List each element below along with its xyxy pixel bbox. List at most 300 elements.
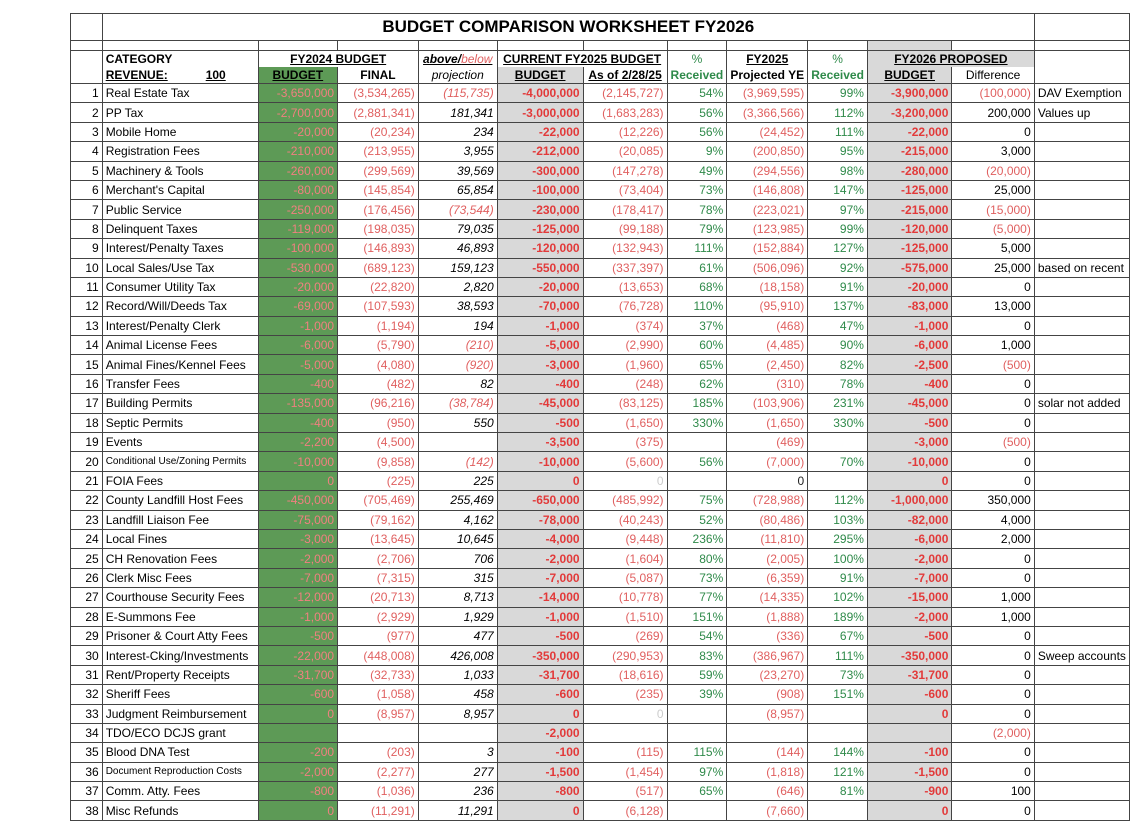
received-ye-pct-cell xyxy=(808,704,868,723)
proposed-budget-cell: -280,000 xyxy=(867,161,951,180)
projection-cell: 4,162 xyxy=(418,510,497,529)
received-ye-pct-cell: 82% xyxy=(808,355,868,374)
projection-cell: 236 xyxy=(418,782,497,801)
category-cell: Local Sales/Use Tax xyxy=(102,258,258,277)
row-number: 18 xyxy=(71,413,103,432)
received-ye-pct-cell: 70% xyxy=(808,452,868,471)
projection-cell: 315 xyxy=(418,568,497,587)
received-pct-cell: 68% xyxy=(667,277,727,296)
category-cell: E-Summons Fee xyxy=(102,607,258,626)
current-budget-cell: 0 xyxy=(497,801,583,820)
asof-cell: (485,992) xyxy=(583,491,667,510)
received-ye-pct-cell xyxy=(808,723,868,742)
asof-cell: (248) xyxy=(583,374,667,393)
note-cell xyxy=(1034,413,1129,432)
difference-cell: 0 xyxy=(952,277,1034,296)
note-cell xyxy=(1034,491,1129,510)
difference-cell: 2,000 xyxy=(952,529,1034,548)
final-subheader: FINAL xyxy=(338,67,419,84)
current-budget-cell: -20,000 xyxy=(497,277,583,296)
current-budget-cell: -22,000 xyxy=(497,122,583,141)
projected-ye-cell: (23,270) xyxy=(727,665,808,684)
received-ye-pct-cell xyxy=(808,433,868,452)
received-pct-cell: 56% xyxy=(667,103,727,122)
projected-ye-cell: (8,957) xyxy=(727,704,808,723)
asof-cell: (147,278) xyxy=(583,161,667,180)
asof-cell: (2,145,727) xyxy=(583,84,667,103)
category-cell: Clerk Misc Fees xyxy=(102,568,258,587)
asof-cell: (290,953) xyxy=(583,646,667,665)
note-cell: based on recent xyxy=(1034,258,1129,277)
fy2024-final-cell: (146,893) xyxy=(338,239,419,258)
fy2024-budget-cell: -22,000 xyxy=(258,646,338,665)
received-pct-cell: 111% xyxy=(667,239,727,258)
fy2024-budget-cell: 0 xyxy=(258,801,338,820)
fy2024-final-cell: (176,456) xyxy=(338,200,419,219)
proposed-budget-cell: -3,000 xyxy=(867,433,951,452)
difference-cell: 0 xyxy=(952,568,1034,587)
projection-cell: 1,929 xyxy=(418,607,497,626)
difference-cell: 3,000 xyxy=(952,142,1034,161)
received-pct-cell: 39% xyxy=(667,685,727,704)
current-budget-cell: -100,000 xyxy=(497,180,583,199)
category-cell: Registration Fees xyxy=(102,142,258,161)
received-ye-pct-cell: 127% xyxy=(808,239,868,258)
table-row xyxy=(71,646,1130,665)
projection-cell: 3 xyxy=(418,743,497,762)
proposed-budget-cell: 0 xyxy=(867,471,951,490)
received-pct-cell: 77% xyxy=(667,588,727,607)
note-cell xyxy=(1034,219,1129,238)
projection-cell: 255,469 xyxy=(418,491,497,510)
category-cell: FOIA Fees xyxy=(102,471,258,490)
current-budget-cell: -1,500 xyxy=(497,762,583,781)
fy2024-final-cell: (8,957) xyxy=(338,704,419,723)
projected-ye-cell: (7,660) xyxy=(727,801,808,820)
note-cell xyxy=(1034,704,1129,723)
fy2024-budget-cell: -3,000 xyxy=(258,529,338,548)
fy2024-budget-cell: -530,000 xyxy=(258,258,338,277)
received-pct-cell: 59% xyxy=(667,665,727,684)
received-pct-cell: 52% xyxy=(667,510,727,529)
difference-cell: (100,000) xyxy=(952,84,1034,103)
proposed-budget-cell: -83,000 xyxy=(867,297,951,316)
current-budget-subheader: BUDGET xyxy=(497,67,583,84)
difference-cell: 0 xyxy=(952,626,1034,645)
category-cell: PP Tax xyxy=(102,103,258,122)
proposed-budget-cell: -215,000 xyxy=(867,142,951,161)
proposed-budget-cell: -15,000 xyxy=(867,588,951,607)
fy2024-budget-cell: -69,000 xyxy=(258,297,338,316)
note-cell xyxy=(1034,568,1129,587)
note-cell xyxy=(1034,762,1129,781)
current-budget-cell: -500 xyxy=(497,626,583,645)
current-budget-cell: -300,000 xyxy=(497,161,583,180)
proposed-budget-cell: -125,000 xyxy=(867,239,951,258)
projection-cell: 2,820 xyxy=(418,277,497,296)
difference-cell: 13,000 xyxy=(952,297,1034,316)
table-row xyxy=(71,161,1130,180)
difference-cell: 0 xyxy=(952,374,1034,393)
note-cell: Values up xyxy=(1034,103,1129,122)
projection-cell: 38,593 xyxy=(418,297,497,316)
received-ye-pct-cell: 112% xyxy=(808,491,868,510)
note-cell xyxy=(1034,782,1129,801)
difference-cell: 0 xyxy=(952,685,1034,704)
received-pct-cell: 236% xyxy=(667,529,727,548)
category-cell: Document Reproduction Costs xyxy=(102,762,258,781)
row-number: 13 xyxy=(71,316,103,335)
projection-cell: (210) xyxy=(418,336,497,355)
category-cell: Building Permits xyxy=(102,394,258,413)
category-cell: County Landfill Host Fees xyxy=(102,491,258,510)
row-number: 22 xyxy=(71,491,103,510)
received-ye-pct-cell: 151% xyxy=(808,685,868,704)
row-number: 20 xyxy=(71,452,103,471)
current-budget-cell: -230,000 xyxy=(497,200,583,219)
projection-cell: 225 xyxy=(418,471,497,490)
row-number: 28 xyxy=(71,607,103,626)
projected-ye-cell: (646) xyxy=(727,782,808,801)
category-cell: Prisoner & Court Atty Fees xyxy=(102,626,258,645)
fy2024-budget-cell: 0 xyxy=(258,704,338,723)
current-budget-cell: -500 xyxy=(497,413,583,432)
table-row xyxy=(71,433,1130,452)
current-budget-cell: -4,000 xyxy=(497,529,583,548)
proposed-budget-cell: -10,000 xyxy=(867,452,951,471)
received-pct-cell xyxy=(667,471,727,490)
projected-ye-cell: (468) xyxy=(727,316,808,335)
note-cell xyxy=(1034,685,1129,704)
projected-ye-cell: (1,818) xyxy=(727,762,808,781)
fy2024-budget-cell xyxy=(258,723,338,742)
table-row xyxy=(71,626,1130,645)
received-pct-cell: 75% xyxy=(667,491,727,510)
proposed-budget-cell: 0 xyxy=(867,801,951,820)
projection-cell: (115,735) xyxy=(418,84,497,103)
projection-cell: 39,569 xyxy=(418,161,497,180)
asof-cell: (269) xyxy=(583,626,667,645)
received-ye-pct-cell: 99% xyxy=(808,219,868,238)
proposed-budget-cell: -2,500 xyxy=(867,355,951,374)
current-budget-cell: -3,000,000 xyxy=(497,103,583,122)
table-row xyxy=(71,491,1130,510)
received-ye-pct-cell: 92% xyxy=(808,258,868,277)
received-pct-cell xyxy=(667,433,727,452)
proposed-budget-cell: -2,000 xyxy=(867,607,951,626)
fy2024-final-cell: (9,858) xyxy=(338,452,419,471)
category-cell: Real Estate Tax xyxy=(102,84,258,103)
received-ye-pct-cell: 97% xyxy=(808,200,868,219)
received-ye-pct-cell: 95% xyxy=(808,142,868,161)
budget-worksheet-table xyxy=(70,13,1130,821)
received-ye-pct-cell: 90% xyxy=(808,336,868,355)
row-number: 12 xyxy=(71,297,103,316)
fy2026-proposed-header: FY2026 PROPOSED xyxy=(867,51,1034,68)
table-row xyxy=(71,510,1130,529)
table-row xyxy=(71,723,1130,742)
difference-cell: 0 xyxy=(952,452,1034,471)
category-cell: Judgment Reimbursement xyxy=(102,704,258,723)
fy2024-budget-cell: -400 xyxy=(258,413,338,432)
asof-cell xyxy=(583,723,667,742)
current-budget-cell: -1,000 xyxy=(497,316,583,335)
projected-ye-cell: (386,967) xyxy=(727,646,808,665)
received-pct-cell: 62% xyxy=(667,374,727,393)
row-number: 6 xyxy=(71,180,103,199)
note-cell xyxy=(1034,239,1129,258)
proposed-budget-cell: -3,200,000 xyxy=(867,103,951,122)
received-pct-cell: 83% xyxy=(667,646,727,665)
category-cell: Misc Refunds xyxy=(102,801,258,820)
projected-ye-cell: (2,005) xyxy=(727,549,808,568)
proposed-budget-cell: -6,000 xyxy=(867,336,951,355)
projection-cell: 458 xyxy=(418,685,497,704)
current-budget-cell: 0 xyxy=(497,704,583,723)
note-cell xyxy=(1034,723,1129,742)
received-ye-pct-cell: 112% xyxy=(808,103,868,122)
proposed-budget-cell: -100 xyxy=(867,743,951,762)
fy2024-final-cell: (13,645) xyxy=(338,529,419,548)
category-cell: Transfer Fees xyxy=(102,374,258,393)
row-number: 11 xyxy=(71,277,103,296)
fy2024-budget-cell: -80,000 xyxy=(258,180,338,199)
proposed-budget-cell: -7,000 xyxy=(867,568,951,587)
projected-ye-cell: (506,096) xyxy=(727,258,808,277)
received-subheader-1: Received xyxy=(667,67,727,84)
category-cell: Rent/Property Receipts xyxy=(102,665,258,684)
current-budget-cell: -400 xyxy=(497,374,583,393)
fy2024-budget-cell: -100,000 xyxy=(258,239,338,258)
received-ye-pct-cell: 91% xyxy=(808,277,868,296)
fy2024-final-cell: (705,469) xyxy=(338,491,419,510)
received-pct-cell: 65% xyxy=(667,355,727,374)
projected-ye-cell: (223,021) xyxy=(727,200,808,219)
asof-cell: (12,226) xyxy=(583,122,667,141)
row-number: 15 xyxy=(71,355,103,374)
note-cell xyxy=(1034,316,1129,335)
note-cell xyxy=(1034,277,1129,296)
projected-ye-cell: (908) xyxy=(727,685,808,704)
table-row xyxy=(71,336,1130,355)
note-cell xyxy=(1034,180,1129,199)
projected-ye-subheader: Projected YE xyxy=(727,67,808,84)
asof-cell: (99,188) xyxy=(583,219,667,238)
fy2024-final-cell: (2,929) xyxy=(338,607,419,626)
fy2024-final-cell: (32,733) xyxy=(338,665,419,684)
current-budget-cell: -1,000 xyxy=(497,607,583,626)
fy2024-budget-cell: -800 xyxy=(258,782,338,801)
asof-cell: 0 xyxy=(583,471,667,490)
fy2024-budget-cell: -600 xyxy=(258,685,338,704)
asof-cell: (5,087) xyxy=(583,568,667,587)
table-row xyxy=(71,413,1130,432)
difference-cell: 25,000 xyxy=(952,180,1034,199)
fy2024-final-cell: (2,277) xyxy=(338,762,419,781)
fy2024-budget-cell: -75,000 xyxy=(258,510,338,529)
row-number: 35 xyxy=(71,743,103,762)
category-cell: Consumer Utility Tax xyxy=(102,277,258,296)
category-cell: Conditional Use/Zoning Permits xyxy=(102,452,258,471)
projection-cell: 65,854 xyxy=(418,180,497,199)
table-row xyxy=(71,452,1130,471)
category-cell: TDO/ECO DCJS grant xyxy=(102,723,258,742)
fy2024-final-cell: (2,881,341) xyxy=(338,103,419,122)
received-ye-pct-cell: 73% xyxy=(808,665,868,684)
row-number: 38 xyxy=(71,801,103,820)
table-row xyxy=(71,239,1130,258)
projected-ye-cell: (3,969,595) xyxy=(727,84,808,103)
proposed-budget-cell: -3,900,000 xyxy=(867,84,951,103)
table-row xyxy=(71,258,1130,277)
proposed-budget-cell: -500 xyxy=(867,626,951,645)
asof-cell: (13,653) xyxy=(583,277,667,296)
asof-cell: (235) xyxy=(583,685,667,704)
received-ye-pct-cell: 81% xyxy=(808,782,868,801)
note-cell xyxy=(1034,510,1129,529)
received-pct-cell: 80% xyxy=(667,549,727,568)
row-number: 23 xyxy=(71,510,103,529)
received-pct-cell: 56% xyxy=(667,122,727,141)
projected-ye-cell: (2,450) xyxy=(727,355,808,374)
row-number: 31 xyxy=(71,665,103,684)
received-ye-pct-cell: 231% xyxy=(808,394,868,413)
projected-ye-cell: (14,335) xyxy=(727,588,808,607)
current-budget-cell: -100 xyxy=(497,743,583,762)
current-budget-cell: -125,000 xyxy=(497,219,583,238)
projection-cell: 477 xyxy=(418,626,497,645)
projection-cell: 234 xyxy=(418,122,497,141)
projected-ye-cell: (95,910) xyxy=(727,297,808,316)
projected-ye-cell: (123,985) xyxy=(727,219,808,238)
current-budget-cell: -78,000 xyxy=(497,510,583,529)
fy2024-budget-cell: -119,000 xyxy=(258,219,338,238)
projected-ye-cell: (728,988) xyxy=(727,491,808,510)
fy2024-final-cell: (11,291) xyxy=(338,801,419,820)
difference-cell: 25,000 xyxy=(952,258,1034,277)
current-budget-cell: -14,000 xyxy=(497,588,583,607)
fy2024-budget-cell: -2,700,000 xyxy=(258,103,338,122)
received-ye-pct-cell: 295% xyxy=(808,529,868,548)
difference-cell: 100 xyxy=(952,782,1034,801)
difference-cell: 0 xyxy=(952,704,1034,723)
row-number: 7 xyxy=(71,200,103,219)
note-cell: Sweep accounts xyxy=(1034,646,1129,665)
asof-cell: (6,128) xyxy=(583,801,667,820)
revenue-header: REVENUE: 100 xyxy=(102,67,258,84)
received-ye-pct-cell: 67% xyxy=(808,626,868,645)
projected-ye-cell: (80,486) xyxy=(727,510,808,529)
table-row xyxy=(71,394,1130,413)
difference-cell: 0 xyxy=(952,316,1034,335)
projected-ye-cell: 0 xyxy=(727,471,808,490)
fy2024-budget-cell: -250,000 xyxy=(258,200,338,219)
table-row xyxy=(71,801,1130,820)
note-cell: solar not added xyxy=(1034,394,1129,413)
current-budget-cell: -45,000 xyxy=(497,394,583,413)
received-pct-cell: 73% xyxy=(667,180,727,199)
fy2024-budget-header: FY2024 BUDGET xyxy=(258,51,418,68)
projection-cell: 550 xyxy=(418,413,497,432)
note-cell: DAV Exemption xyxy=(1034,84,1129,103)
received-pct-cell: 110% xyxy=(667,297,727,316)
category-cell: CH Renovation Fees xyxy=(102,549,258,568)
projection-cell: 8,713 xyxy=(418,588,497,607)
received-pct-cell: 56% xyxy=(667,452,727,471)
fy2024-final-cell: (1,036) xyxy=(338,782,419,801)
fy2024-budget-cell: 0 xyxy=(258,471,338,490)
asof-cell: (20,085) xyxy=(583,142,667,161)
table-row xyxy=(71,704,1130,723)
projection-cell: 8,957 xyxy=(418,704,497,723)
fy2024-final-cell: (203) xyxy=(338,743,419,762)
fy2024-budget-cell: -210,000 xyxy=(258,142,338,161)
table-row xyxy=(71,529,1130,548)
title-row xyxy=(71,14,1130,41)
current-budget-cell: -31,700 xyxy=(497,665,583,684)
fy2024-budget-cell: -20,000 xyxy=(258,122,338,141)
asof-cell: (2,990) xyxy=(583,336,667,355)
difference-cell: 0 xyxy=(952,122,1034,141)
note-cell xyxy=(1034,374,1129,393)
difference-cell: 1,000 xyxy=(952,588,1034,607)
row-number: 27 xyxy=(71,588,103,607)
difference-cell: (500) xyxy=(952,355,1034,374)
fy2024-final-cell: (79,162) xyxy=(338,510,419,529)
header-row-top xyxy=(71,51,1130,68)
table-row xyxy=(71,142,1130,161)
received-pct-cell xyxy=(667,801,727,820)
pct-header-1: % xyxy=(667,51,727,68)
received-pct-cell: 330% xyxy=(667,413,727,432)
row-number: 2 xyxy=(71,103,103,122)
proposed-budget-cell: -500 xyxy=(867,413,951,432)
row-number: 16 xyxy=(71,374,103,393)
fy2024-budget-cell: -6,000 xyxy=(258,336,338,355)
projection-cell: 79,035 xyxy=(418,219,497,238)
projected-ye-cell: (7,000) xyxy=(727,452,808,471)
difference-cell: (5,000) xyxy=(952,219,1034,238)
current-budget-cell: -650,000 xyxy=(497,491,583,510)
fy2024-final-cell: (299,569) xyxy=(338,161,419,180)
asof-cell: (517) xyxy=(583,782,667,801)
category-cell: Landfill Liaison Fee xyxy=(102,510,258,529)
fy2024-final-cell: (7,315) xyxy=(338,568,419,587)
fy2024-budget-cell: -2,000 xyxy=(258,762,338,781)
projected-ye-cell: (11,810) xyxy=(727,529,808,548)
note-cell xyxy=(1034,355,1129,374)
table-row xyxy=(71,277,1130,296)
fy2024-budget-cell: -7,000 xyxy=(258,568,338,587)
fy2024-budget-cell: -1,000 xyxy=(258,316,338,335)
received-ye-pct-cell: 111% xyxy=(808,122,868,141)
table-row xyxy=(71,355,1130,374)
projected-ye-cell: (469) xyxy=(727,433,808,452)
proposed-budget-cell: -215,000 xyxy=(867,200,951,219)
asof-cell: (10,778) xyxy=(583,588,667,607)
category-cell: Delinquent Taxes xyxy=(102,219,258,238)
difference-cell: 1,000 xyxy=(952,336,1034,355)
projection-subheader: projection xyxy=(418,67,497,84)
asof-cell: (5,600) xyxy=(583,452,667,471)
category-cell: Interest/Penalty Clerk xyxy=(102,316,258,335)
projection-cell: 181,341 xyxy=(418,103,497,122)
asof-cell: (40,243) xyxy=(583,510,667,529)
table-row xyxy=(71,374,1130,393)
note-cell xyxy=(1034,336,1129,355)
proposed-budget-cell: -120,000 xyxy=(867,219,951,238)
note-cell xyxy=(1034,588,1129,607)
